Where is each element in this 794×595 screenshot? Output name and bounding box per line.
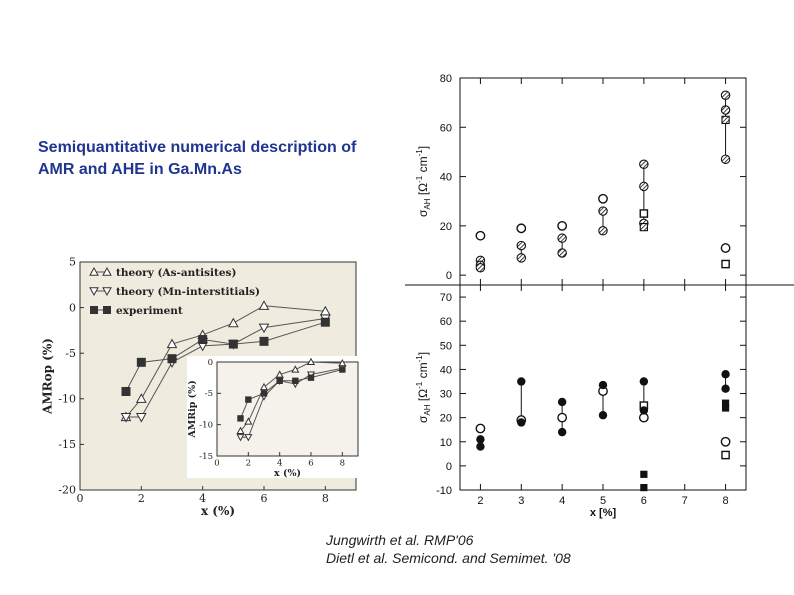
y-tick-label: -10 (58, 392, 76, 406)
data-point (722, 260, 729, 267)
x-tick-label: 6 (640, 495, 647, 507)
data-point (599, 381, 607, 389)
reference-1: Jungwirth et al. RMP'06 (326, 532, 474, 548)
legend-label: theory (As-antisites) (116, 267, 237, 279)
x-tick-label: 8 (339, 458, 346, 469)
data-point (721, 91, 729, 99)
y-tick-label: 0 (69, 301, 76, 315)
y-tick-label: 0 (207, 357, 213, 368)
x-tick-label: 2 (137, 492, 145, 505)
y-tick-label: 70 (439, 292, 452, 305)
x-tick-label: 4 (199, 492, 207, 505)
y-axis-label-part: AH (423, 404, 432, 416)
legend-label: theory (Mn-interstitials) (116, 286, 260, 298)
y-tick-label: 60 (439, 316, 452, 329)
data-point (198, 335, 207, 344)
y-axis-label (415, 146, 432, 217)
y-axis-label-part: σ (416, 209, 430, 218)
x-tick-label: 0 (214, 458, 220, 469)
y-tick-label: 10 (439, 436, 452, 449)
data-point (599, 195, 607, 203)
x-axis-label: x (%) (200, 504, 236, 518)
y-axis-label-part: -1 (415, 355, 424, 363)
x-axis-label: x [%] (589, 507, 617, 519)
data-point (640, 182, 648, 190)
data-point (640, 160, 648, 168)
x-tick-label: 3 (518, 495, 525, 507)
data-point (640, 484, 647, 491)
y-axis-label-part: -1 (415, 381, 424, 389)
data-point (558, 222, 566, 230)
data-point (640, 377, 648, 385)
x-tick-label: 7 (681, 495, 688, 507)
x-tick-label: 2 (477, 495, 484, 507)
x-tick-label: 4 (559, 495, 566, 507)
data-point (721, 155, 729, 163)
y-tick-label: 0 (445, 270, 452, 283)
reference-2: Dietl et al. Semicond. and Semimet. '08 (326, 550, 571, 566)
x-tick-label: 6 (308, 458, 314, 469)
x-tick-label: 4 (276, 458, 283, 469)
y-tick-label: -20 (58, 483, 76, 497)
data-point (517, 377, 525, 385)
y-axis-label: AMRip (%) (186, 380, 198, 438)
data-point (722, 451, 729, 458)
y-tick-label: 80 (439, 73, 452, 85)
data-point (261, 390, 267, 396)
data-point (640, 223, 647, 230)
y-axis-label-part: σ (416, 415, 430, 424)
data-point (339, 366, 345, 372)
data-point (558, 249, 566, 257)
data-point (476, 424, 484, 432)
data-point (558, 428, 566, 436)
y-tick-label: 40 (439, 364, 452, 377)
data-point (122, 387, 131, 396)
x-axis-label: x (%) (274, 468, 301, 479)
x-tick-label: 5 (599, 495, 607, 507)
legend-marker (90, 306, 98, 314)
data-point (308, 374, 314, 380)
data-point (276, 378, 282, 384)
y-axis-label-part: AH (423, 198, 432, 210)
data-point (722, 404, 729, 411)
y-tick-label: 50 (439, 340, 452, 353)
plot-frame (217, 362, 358, 456)
y-tick-label: 30 (439, 388, 452, 401)
data-point (321, 318, 330, 327)
data-point (517, 418, 525, 426)
x-tick-label: 8 (321, 492, 329, 505)
data-point (640, 210, 647, 217)
data-point (476, 232, 484, 240)
references (326, 531, 571, 567)
y-axis-label: AMRop (%) (40, 338, 55, 414)
data-point (237, 415, 243, 421)
data-point (640, 471, 647, 478)
data-point (229, 340, 238, 349)
data-point (721, 244, 729, 252)
data-point (558, 398, 566, 406)
x-tick-label: 8 (722, 495, 729, 507)
y-tick-label: 20 (439, 412, 452, 425)
x-tick-label: 2 (245, 458, 252, 469)
y-tick-label: -5 (204, 389, 213, 400)
x-tick-label: 0 (76, 492, 84, 505)
data-point (476, 435, 484, 443)
data-point (558, 234, 566, 242)
y-axis-label-part: -1 (415, 149, 424, 157)
y-tick-label: 60 (439, 122, 452, 135)
data-point (260, 337, 269, 346)
y-tick-label: 40 (439, 171, 452, 184)
data-point (721, 385, 729, 393)
y-tick-label: -5 (65, 346, 76, 360)
data-point (168, 354, 177, 363)
data-point (721, 370, 729, 378)
data-point (245, 396, 251, 402)
data-point (722, 116, 729, 123)
data-point (137, 358, 146, 367)
data-point (721, 438, 729, 446)
y-axis-label-part: ] (416, 145, 430, 150)
y-tick-label: 0 (445, 460, 452, 473)
data-point (476, 264, 484, 272)
data-point (721, 106, 729, 114)
legend-label: experiment (116, 305, 183, 317)
data-point (640, 413, 648, 421)
chart-sigma-top (415, 73, 746, 285)
legend-marker (103, 306, 111, 314)
data-point (517, 224, 525, 232)
y-tick-label: -10 (199, 420, 213, 431)
y-tick-label: -15 (58, 438, 76, 452)
y-axis-label (415, 352, 432, 423)
y-tick-label: -15 (199, 451, 213, 462)
data-point (558, 413, 566, 421)
y-tick-label: 20 (439, 220, 452, 233)
y-axis-label-part: cm (416, 362, 430, 382)
y-axis-label-part: cm (416, 156, 430, 176)
data-point (476, 442, 484, 450)
y-tick-label: -10 (436, 485, 452, 497)
data-point (599, 207, 607, 215)
data-point (599, 411, 607, 419)
slide-title-line1: Semiquantitative numerical description of (38, 139, 357, 156)
y-axis-label-part: ] (416, 351, 430, 356)
y-axis-label-part: -1 (415, 175, 424, 183)
data-point (292, 378, 298, 384)
slide-title-line2: AMR and AHE in Ga.Mn.As (38, 161, 242, 178)
data-point (640, 406, 648, 414)
y-tick-label: 5 (69, 255, 76, 269)
chart-sigma-bottom (415, 285, 746, 519)
y-axis-label-part: [Ω (416, 388, 430, 405)
data-point (599, 227, 607, 235)
y-axis-label-part: [Ω (416, 182, 430, 199)
data-point (517, 254, 525, 262)
x-tick-label: 6 (260, 492, 268, 505)
data-point (517, 241, 525, 249)
